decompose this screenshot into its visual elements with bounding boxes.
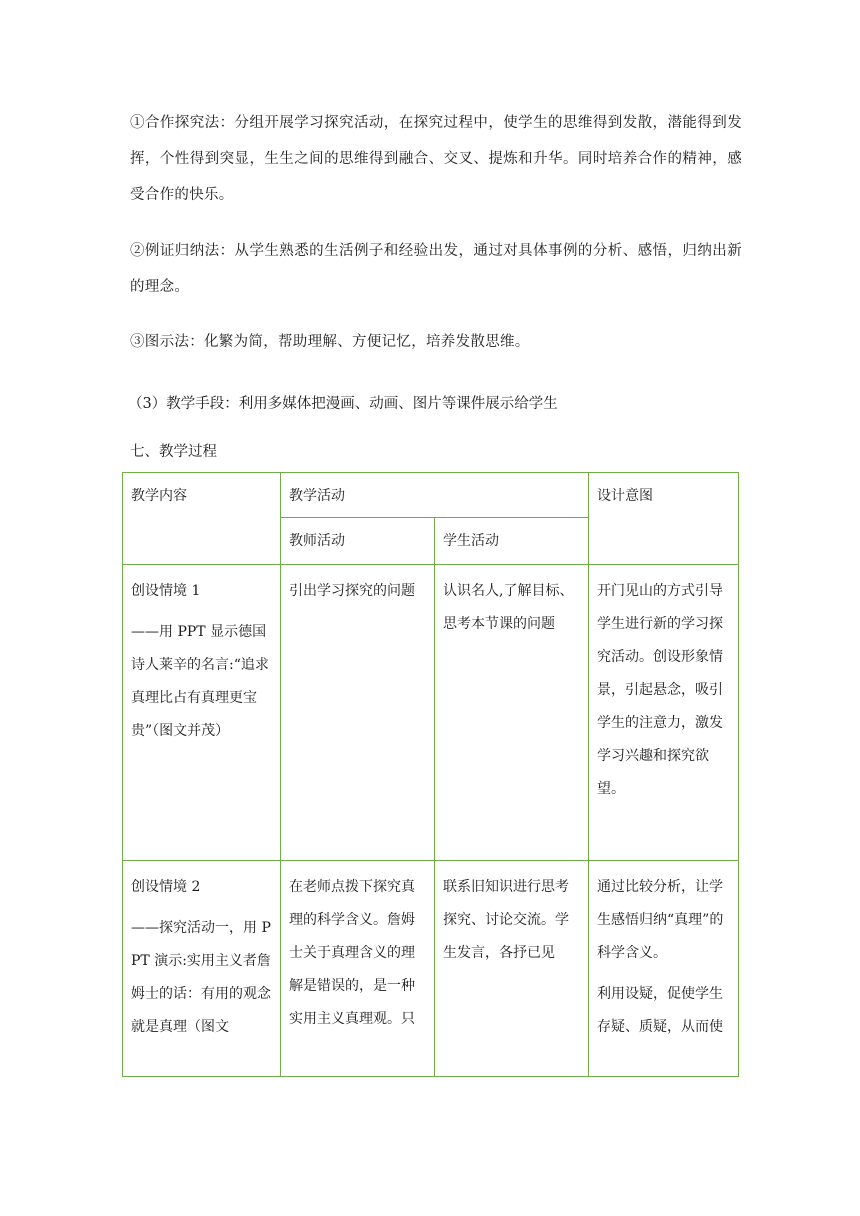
header-intent: 设计意图: [589, 473, 739, 565]
content-body: ——用 PPT 显示德国诗人莱辛的名言:“追求真理比占有真理更宝贵”（图文并茂）: [131, 624, 269, 739]
design-intent: 通过比较分析，让学生感悟归纳“真理”的科学含义。: [597, 879, 724, 961]
method-induction: ②例证归纳法：从学生熟悉的生活例子和经验出发，通过对具体事例的分析、感悟，归纳出新的理念。: [130, 243, 742, 295]
method-diagram: ③图示法：化繁为简，帮助理解、方便记忆，培养发散思维。: [130, 334, 530, 350]
student-activity: 联系旧知识进行思考探究、讨论交流。学生发言，各抒已见: [435, 861, 589, 1077]
header-activities: 教学活动: [281, 473, 589, 518]
section-title: 七、教学过程: [130, 444, 217, 460]
teaching-means: （3）教学手段：利用多媒体把漫画、动画、图片等课件展示给学生: [128, 396, 558, 412]
row-intent-cell: [589, 861, 739, 1077]
teacher-activity: 在老师点拨下探究真理的科学含义。詹姆士关于真理含义的理解是错误的，是一种实用主义真理观。只: [281, 861, 435, 1077]
row-content-cell: [123, 861, 281, 1077]
header-teacher: 教师活动: [281, 518, 435, 565]
row-intent-cell: [589, 565, 739, 861]
method-cooperative: ①合作探究法：分组开展学习探究活动，在探究过程中，使学生的思维得到发散，潜能得到发挥，个性得到突显，生生之间的思维得到融合、交叉、提炼和升华。同时培养合作的精神，感受合作的快乐。: [130, 115, 742, 203]
table-row: [123, 861, 739, 1077]
content-title: 创设情境 1: [131, 583, 201, 599]
table-header-row: [123, 473, 739, 518]
design-intent: 开门见山的方式引导学生进行新的学习探究活动。创设形象情景，引起悬念，吸引学生的注意力，激发学习兴趣和探究欲望。: [597, 583, 723, 797]
student-activity: 认识名人,了解目标、思考本节课的问题: [435, 565, 589, 861]
header-content: 教学内容: [123, 473, 281, 565]
design-intent: 利用设疑，促使学生存疑、质疑，从而使: [597, 986, 723, 1035]
teacher-activity: 引出学习探究的问题: [281, 565, 435, 861]
content-title: 创设情境 2: [131, 879, 201, 895]
table-row: [123, 565, 739, 861]
content-body: ——探究活动一，用 PPT 演示:实用主义者詹姆士的话：有用的观念就是真理（图文: [131, 920, 271, 1035]
header-student: 学生活动: [435, 518, 589, 565]
row-content-cell: [123, 565, 281, 861]
teaching-process-table: [122, 472, 739, 1077]
